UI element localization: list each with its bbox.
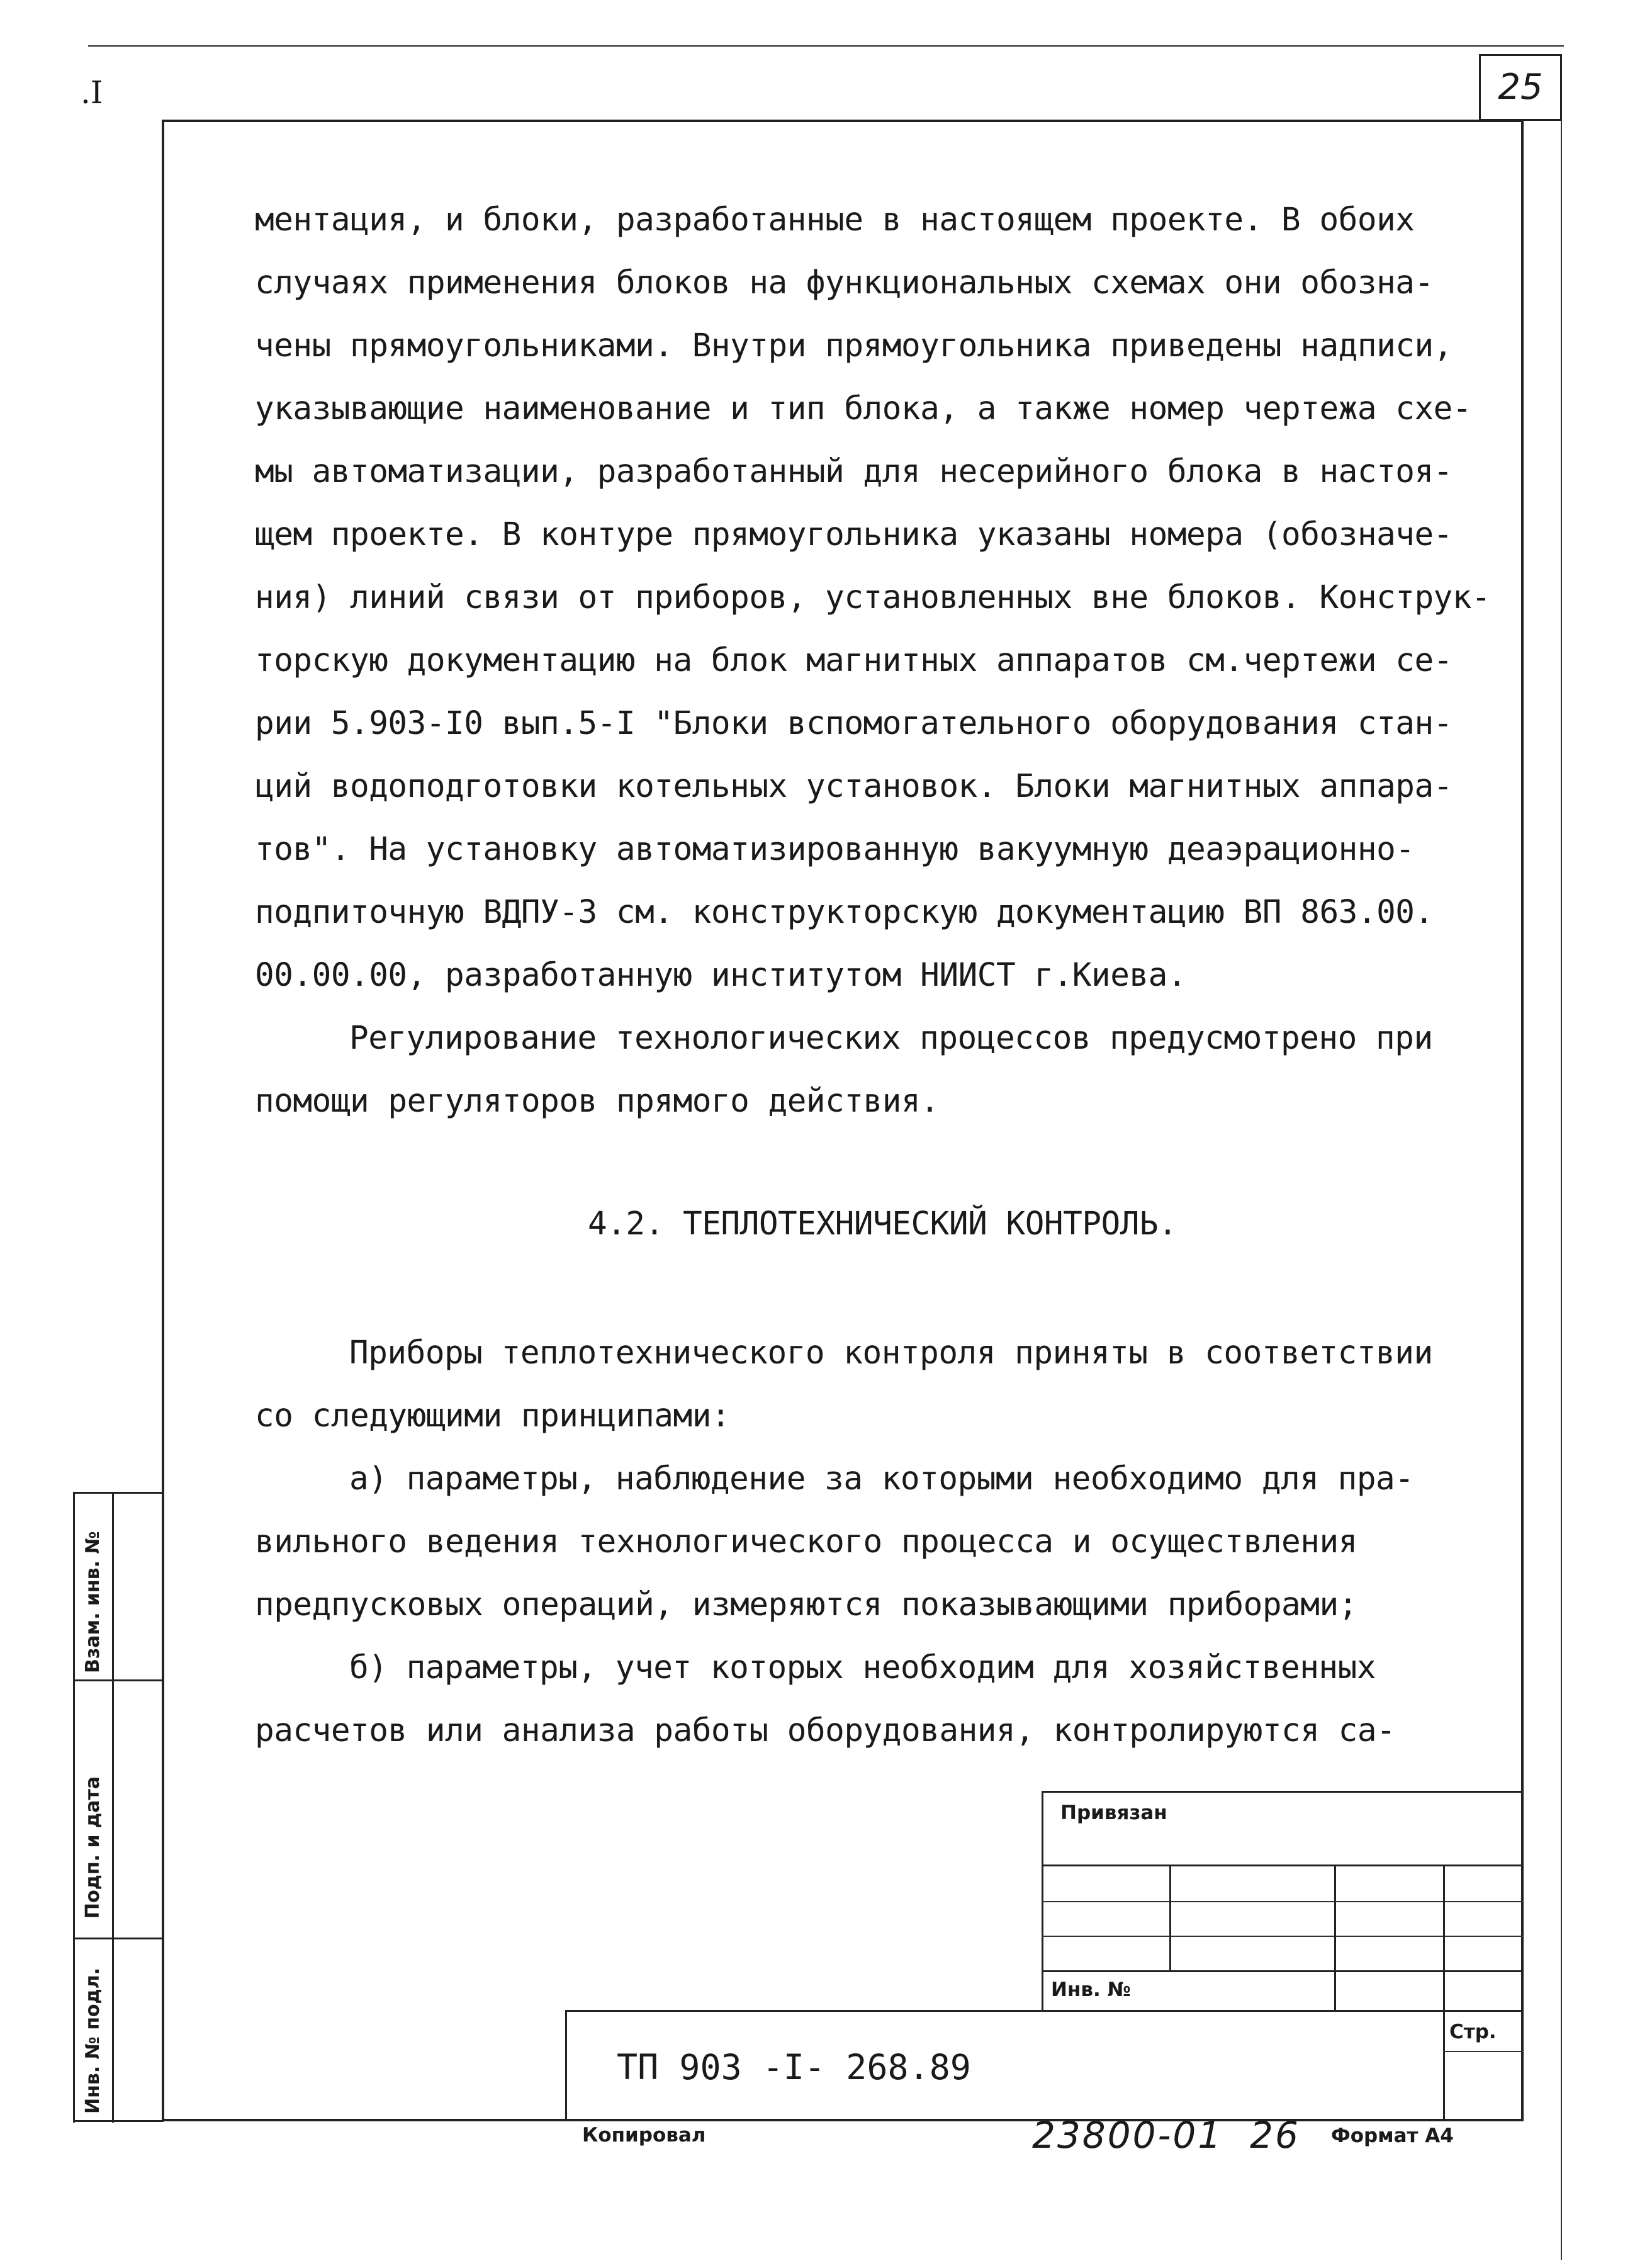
side-stamp-top-line bbox=[73, 1492, 164, 1494]
text-line: со следующими принципами: bbox=[255, 1397, 731, 1435]
text-line: случаях применения блоков на функциональных схемах они обозна- bbox=[255, 264, 1434, 302]
text-line: помощи регуляторов прямого действия. bbox=[255, 1083, 940, 1120]
title-block-line bbox=[565, 2010, 1524, 2012]
copied-label: Копировал bbox=[582, 2124, 706, 2147]
text-line: чены прямоугольниками. Внутри прямоугольника приведены надписи, bbox=[255, 327, 1452, 364]
text-line: тов". На установку автоматизированную вакуумную деаэрационно- bbox=[255, 831, 1415, 868]
text-line: ментация, и блоки, разработанные в настоящем проекте. В обоих bbox=[255, 201, 1415, 239]
title-block-line bbox=[1042, 1901, 1524, 1902]
list-item-b-line: расчетов или анализа работы оборудования, контролируются са- bbox=[255, 1712, 1396, 1749]
text-line: торскую документацию на блок магнитных аппаратов см.чертежи се- bbox=[255, 642, 1452, 679]
text-line: указывающие наименование и тип блока, а также номер чертежа схе- bbox=[255, 390, 1472, 427]
text-line: мы автоматизации, разработанный для несерийного блока в настоя- bbox=[255, 453, 1452, 490]
title-block-line bbox=[1042, 1791, 1524, 1793]
privyazan-label: Привязан bbox=[1060, 1802, 1167, 1824]
list-item-a-line: вильного ведения технологического процесса и осуществления bbox=[255, 1523, 1357, 1560]
text-line: Приборы теплотехнического контроля приняты в соответствии bbox=[349, 1334, 1433, 1372]
side-stamp-bottom-line bbox=[73, 2120, 164, 2122]
list-item-b-line: б) параметры, учет которых необходим для хозяйственных bbox=[349, 1649, 1376, 1686]
text-line: ния) линий связи от приборов, установленных вне блоков. Конструк- bbox=[255, 579, 1491, 616]
title-block-line bbox=[1443, 1865, 1445, 2011]
document-code: ТП 903 -I- 268.89 bbox=[617, 2047, 971, 2087]
page-number-box bbox=[1479, 54, 1562, 121]
inv-no-label: Инв. № bbox=[1051, 1978, 1131, 2001]
page-label: Стр. bbox=[1449, 2021, 1497, 2043]
top-sheet-mark: .I bbox=[81, 74, 103, 111]
text-line: рии 5.903-I0 вып.5-I "Блоки вспомогательного оборудования стан- bbox=[255, 705, 1452, 742]
title-block-line bbox=[1042, 1970, 1524, 1972]
inv-podl-label: Инв. № подл. bbox=[82, 1967, 104, 2114]
text-line: щем проекте. В контуре прямоугольника указаны номера (обозначе- bbox=[255, 516, 1452, 553]
side-stamp-divider-line bbox=[112, 1492, 114, 2123]
title-block-line bbox=[1042, 1936, 1524, 1937]
text-line: Регулирование технологических процессов предусмотрено при bbox=[349, 1020, 1433, 1057]
top-border-line bbox=[88, 45, 1564, 47]
vzam-inv-label: Взам. инв. № bbox=[82, 1531, 104, 1673]
page-number: 25 bbox=[1498, 67, 1543, 108]
title-block-line bbox=[1443, 2010, 1445, 2121]
title-block-line bbox=[1169, 1865, 1171, 1970]
text-line: ций водоподготовки котельных установок. Блоки магнитных аппара- bbox=[255, 768, 1452, 805]
title-block-line bbox=[1042, 1865, 1524, 1866]
side-stamp-sep-line bbox=[73, 1938, 164, 1939]
title-block-line bbox=[565, 2010, 567, 2121]
right-margin-line bbox=[1561, 120, 1562, 2260]
text-line: подпиточную ВДПУ-3 см. конструкторскую документацию ВП 863.00. bbox=[255, 894, 1434, 931]
text-line: 00.00.00, разработанную институтом НИИСТ г.Киева. bbox=[255, 957, 1187, 994]
podp-data-label: Подп. и дата bbox=[82, 1776, 104, 1919]
list-item-a-line: а) параметры, наблюдение за которыми необходимо для пра- bbox=[349, 1460, 1414, 1498]
order-number: 23800-01 26 bbox=[1032, 2114, 1300, 2157]
list-item-a-line: предпусковых операций, измеряются показывающими приборами; bbox=[255, 1586, 1357, 1623]
section-heading: 4.2. ТЕПЛОТЕХНИЧЕСКИЙ КОНТРОЛЬ. bbox=[588, 1205, 1177, 1243]
side-stamp-outer-line bbox=[73, 1492, 75, 2123]
side-stamp-sep-line bbox=[73, 1679, 164, 1681]
title-block-line bbox=[1443, 2051, 1524, 2052]
format-label: Формат А4 bbox=[1331, 2124, 1454, 2147]
title-block-line bbox=[1334, 1865, 1336, 2011]
